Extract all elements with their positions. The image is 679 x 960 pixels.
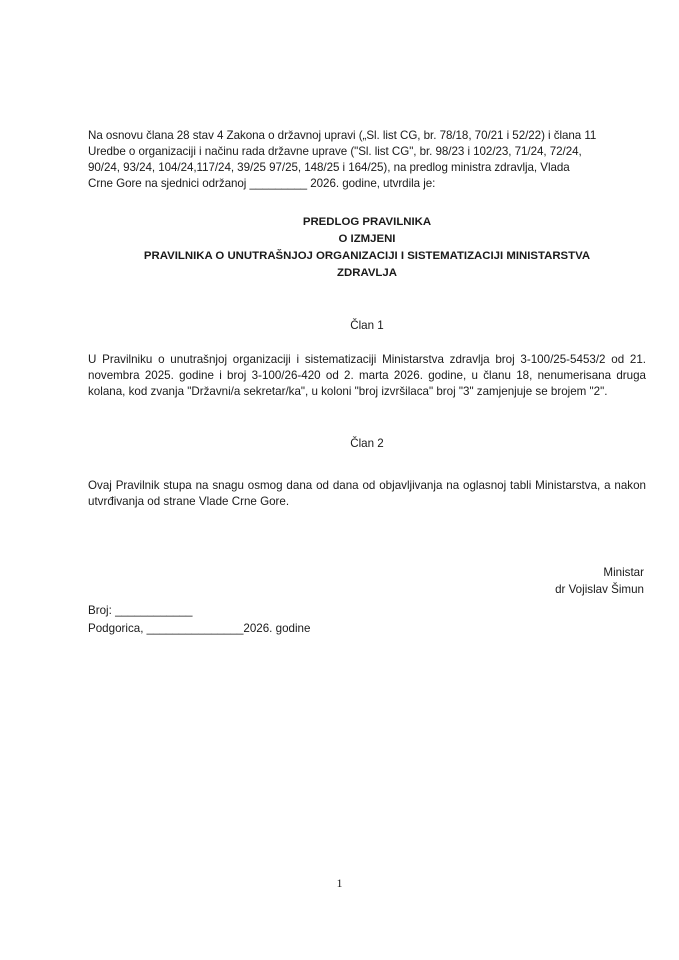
article-1-heading: Član 1 [350, 319, 384, 332]
session-date-blank: _________ [249, 177, 308, 190]
intro-line-1: Na osnovu člana 28 stav 4 Zakona o državnoj upravi („Sl. list CG, br. 78/18, 70/21 i 52/22) i člana 11 [88, 129, 597, 142]
intro-line-4-end: 2026. godine, utvrdila je: [307, 177, 436, 190]
article-2-text: Ovaj Pravilnik stupa na snagu osmog dana od dana od objavljivanja na oglasnoj tabli Ministarstva, a nakon utvrđivanja od strane Vlade Crne Gore. [88, 479, 646, 508]
document-title [88, 214, 646, 282]
article-2-heading: Član 2 [350, 437, 384, 450]
article-1-text: U Pravilniku o unutrašnjoj organizaciji i sistematizaciji Ministarstva zdravlja broj 3-100/25-5453/2 od 21. novembra 2025. godine i broj 3-100/26-420 od 2. marta 2026. godine, u članu 18, nenumerisana druga kolana, kod zvanja "Državni/a sekretar/ka", u koloni "broj izvršilaca" broj "3" zamjenjuje se brojem "2". [88, 353, 646, 398]
title-line-3: PRAVILNIKA O UNUTRAŠNJOJ ORGANIZACIJI I SISTEMATIZACIJI MINISTARSTVA [143, 250, 591, 262]
intro-line-3: 90/24, 93/24, 104/24,117/24, 39/25 97/25, 148/25 i 164/25), na predlog ministra zdravlja, Vlada [88, 161, 570, 174]
intro-line-4 [88, 176, 646, 192]
signature-name: dr Vojislav Šimun [555, 583, 644, 596]
place-label: Podgorica, [88, 622, 144, 635]
broj-label: Broj: [88, 604, 112, 617]
place-date-line [88, 620, 310, 637]
page-number: 1 [336, 876, 343, 890]
signature-role: Ministar [603, 566, 644, 579]
date-suffix: 2026. godine [243, 622, 311, 635]
title-line-2: O IZMJENI [338, 233, 396, 245]
broj-line [88, 602, 192, 619]
intro-line-2: Uredbe o organizaciji i načinu rada državne uprave ("Sl. list CG", br. 98/23 i 102/23, 71/24, 72/24, [88, 145, 582, 158]
date-blank: _______________ [146, 622, 244, 635]
title-line-4: ZDRAVLJA [337, 267, 397, 279]
intro-line-4-start: Crne Gore na sjednici održanoj [88, 177, 250, 190]
intro-paragraph [88, 128, 646, 192]
broj-blank: ____________ [115, 604, 193, 617]
title-line-1: PREDLOG PRAVILNIKA [302, 216, 432, 228]
signature-block [555, 564, 644, 598]
